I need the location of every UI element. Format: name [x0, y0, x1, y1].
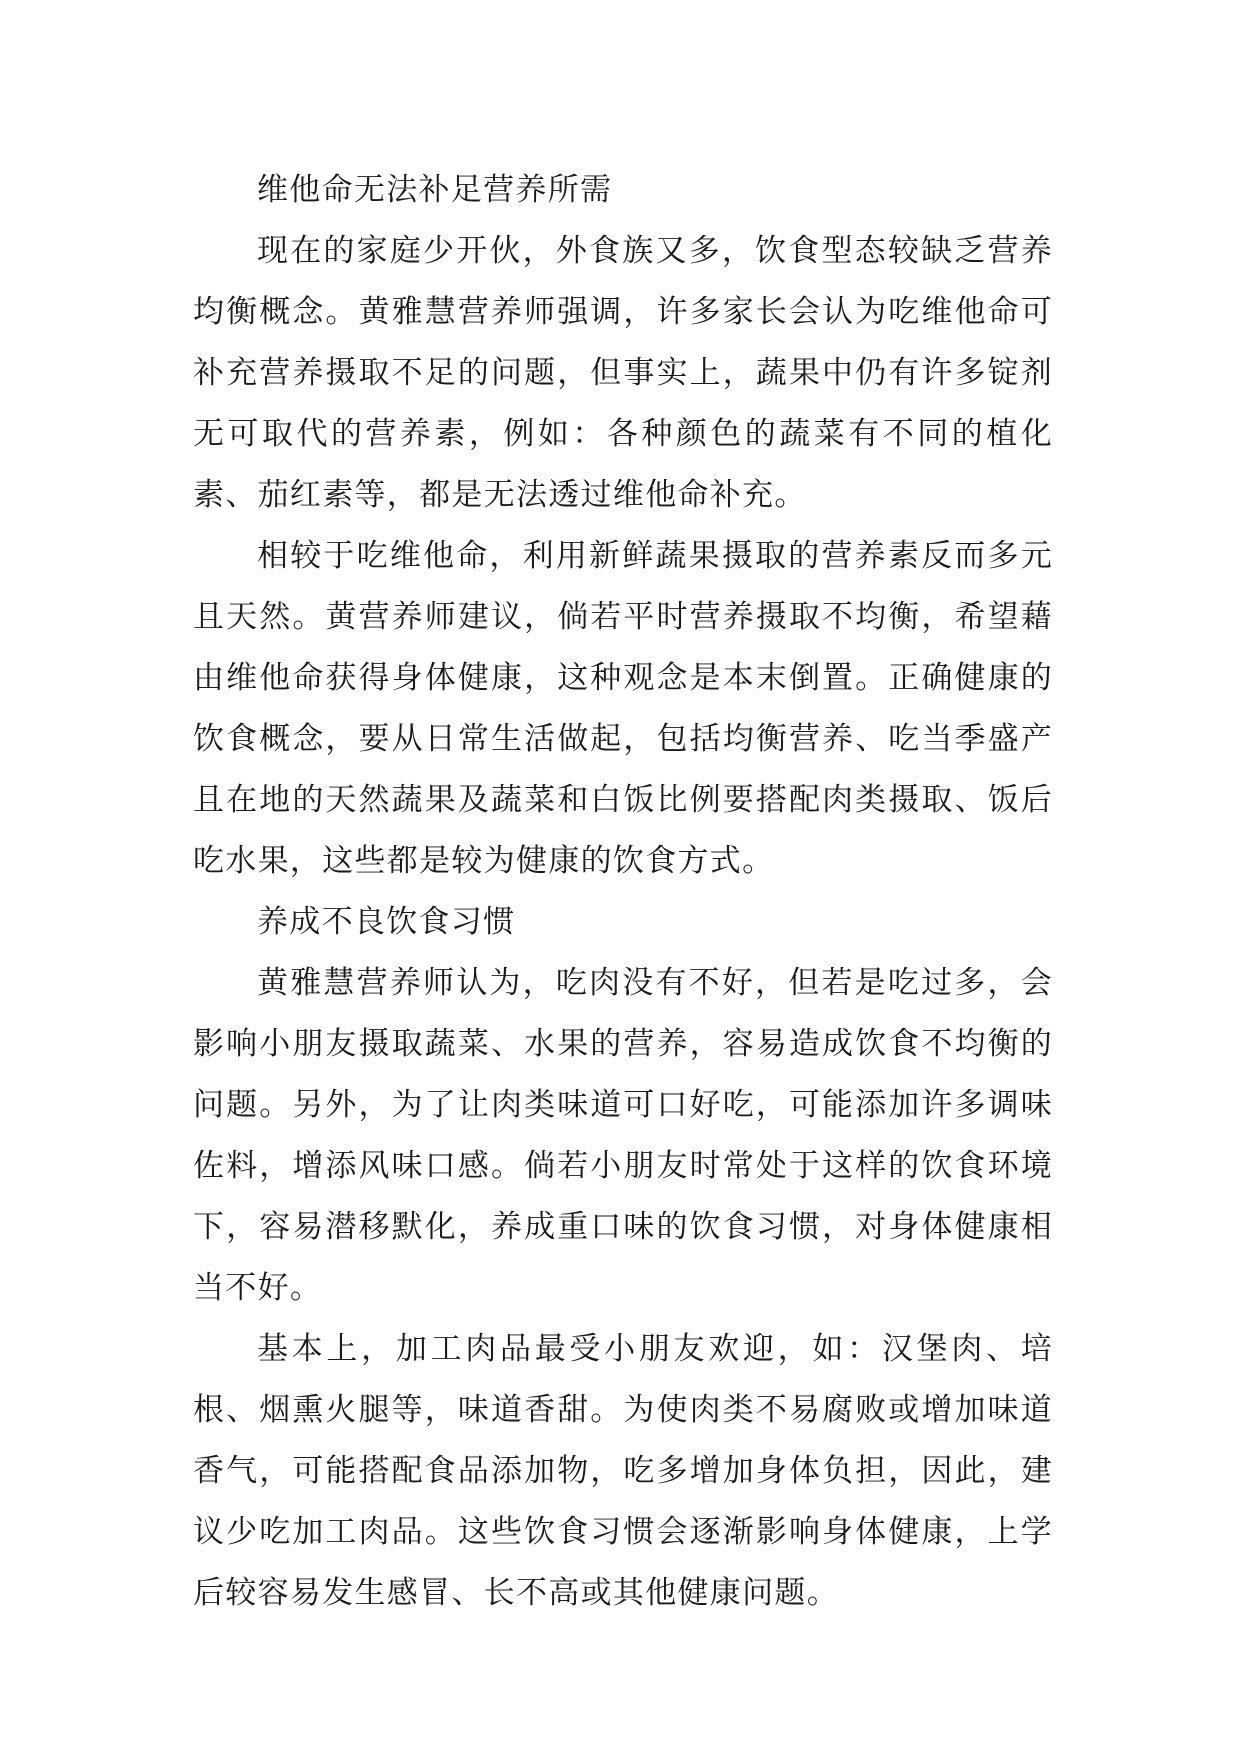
paragraph-dining-habits: 现在的家庭少开伙，外食族又多，饮食型态较缺乏营养均衡概念。黄雅慧营养师强调，许多家长会认为吃维他命可补充营养摄取不足的问题，但事实上，蔬果中仍有许多锭剂无可取代的营养素，例如：各种颜色的蔬菜有不同的植化素、茄红素等，都是无法透过维他命补充。: [193, 233, 1053, 513]
document-body: [193, 160, 1053, 1624]
paragraph-processed-meat: 基本上，加工肉品最受小朋友欢迎，如：汉堡肉、培根、烟熏火腿等，味道香甜。为使肉类不易腐败或增加味道香气，可能搭配食品添加物，吃多增加身体负担，因此，建议少吃加工肉品。这些饮食习惯会逐渐影响身体健康，上学后较容易发生感冒、长不高或其他健康问题。: [193, 1331, 1053, 1611]
section-heading-bad-habits: 养成不良饮食习惯: [257, 904, 516, 940]
paragraph-meat-intake: 黄雅慧营养师认为，吃肉没有不好，但若是吃过多，会影响小朋友摄取蔬菜、水果的营养，容易造成饮食不均衡的问题。另外，为了让肉类味道可口好吃，可能添加许多调味佐料，增添风味口感。倘若小朋友时常处于这样的饮食环境下，容易潜移默化，养成重口味的饮食习惯，对身体健康相当不好。: [193, 965, 1053, 1306]
paragraph-fresh-produce: 相较于吃维他命，利用新鲜蔬果摄取的营养素反而多元且天然。黄营养师建议，倘若平时营养摄取不均衡，希望藉由维他命获得身体健康，这种观念是本末倒置。正确健康的饮食概念，要从日常生活做起，包括均衡营养、吃当季盛产且在地的天然蔬果及蔬菜和白饭比例要搭配肉类摄取、饭后吃水果，这些都是较为健康的饮食方式。: [193, 538, 1053, 879]
section-heading-vitamins: 维他命无法补足营养所需: [257, 172, 613, 208]
